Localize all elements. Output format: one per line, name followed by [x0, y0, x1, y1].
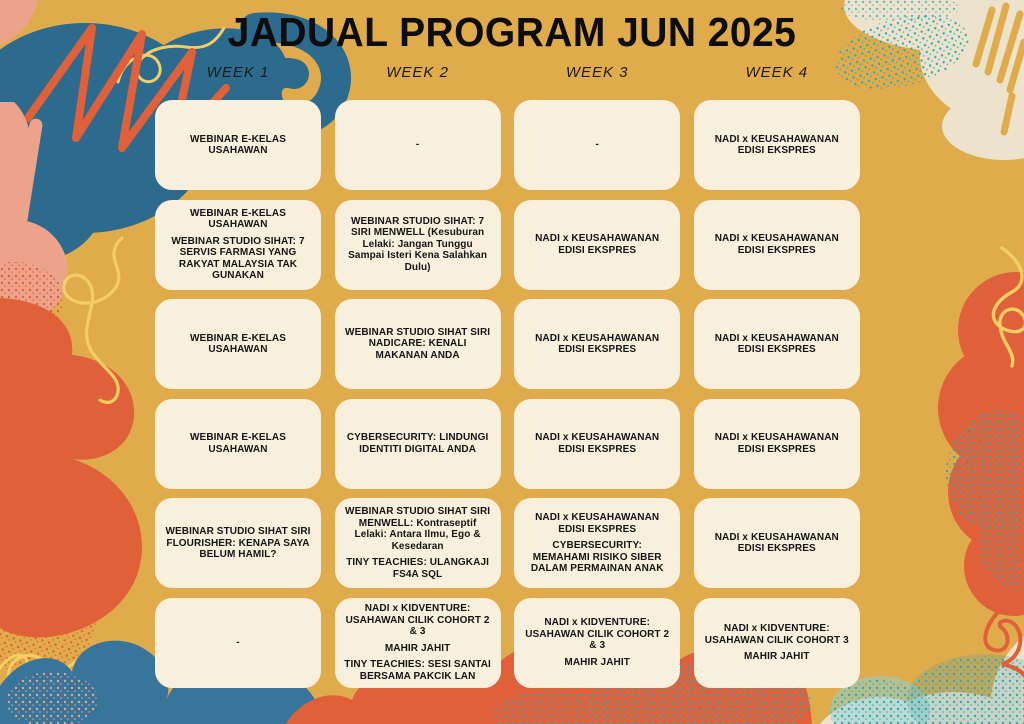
schedule-card-week3-row4: [514, 399, 680, 489]
event-title: WEBINAR STUDIO SIHAT SIRI MENWELL: Kontraseptif Lelaki: Antara Ilmu, Ego & Kesedaran: [345, 506, 491, 552]
week-2-header: WEEK 2: [386, 64, 449, 81]
event-title: NADI x KEUSAHAWANAN EDISI EKSPRES: [714, 531, 839, 555]
event-title: WEBINAR STUDIO SIHAT: 7 SERVIS FARMASI YANG RAKYAT MALAYSIA TAK GUNAKAN: [171, 235, 305, 282]
schedule-card-week3-row2: [514, 200, 680, 290]
event-title: NADI x KIDVENTURE: USAHAWAN CILIK COHORT 2 & 3: [525, 617, 670, 652]
event-title: WEBINAR STUDIO SIHAT: 7 SIRI MENWELL (Kesuburan Lelaki: Jangan Tunggu Sampai Isteri Kena Salahkan Dulu): [348, 215, 488, 273]
schedule-card-week4-row4: [694, 399, 860, 489]
week-3-header: WEEK 3: [565, 64, 629, 81]
page-title: JADUAL PROGRAM JUN 2025: [227, 9, 797, 55]
event-title: MAHIR JAHIT: [564, 656, 630, 668]
schedule-card-week4-row3: [694, 299, 860, 389]
event-title: NADI x KEUSAHAWANAN EDISI EKSPRES: [714, 332, 839, 356]
event-title: NADI x KEUSAHAWANAN EDISI EKSPRES: [714, 133, 839, 156]
schedule-card-week1-row1: [155, 100, 321, 190]
schedule-card-week1-row5: [155, 498, 321, 588]
week-4-header: WEEK 4: [745, 64, 809, 81]
schedule-card-week2-row1: [335, 100, 501, 190]
schedule-card-week3-row6: [514, 598, 680, 688]
event-title: CYBERSECURITY: MEMAHAMI RISIKO SIBER DALAM PERMAINAN ANAK: [530, 540, 664, 575]
schedule-card-week3-row5: [514, 498, 680, 588]
event-title: WEBINAR E-KELAS USAHAWAN: [190, 432, 286, 455]
event-title: WEBINAR E-KELAS USAHAWAN: [190, 332, 286, 356]
schedule-card-week2-row2: [335, 200, 501, 290]
week-1-header: WEEK 1: [206, 64, 270, 81]
schedule-card-week4-row1: [694, 100, 860, 190]
event-title: NADI x KEUSAHAWANAN EDISI EKSPRES: [535, 432, 660, 455]
event-title: NADI x KEUSAHAWANAN EDISI EKSPRES: [535, 512, 660, 535]
event-title: WEBINAR E-KELAS USAHAWAN: [190, 133, 286, 156]
event-title: NADI x KEUSAHAWANAN EDISI EKSPRES: [714, 432, 839, 455]
schedule-card-week2-row6: [335, 598, 501, 688]
event-title: NADI x KIDVENTURE: USAHAWAN CILIK COHORT 3: [704, 623, 849, 646]
schedule-card-week4-row5: [694, 498, 860, 588]
event-title: TINY TEACHIES: SESI SANTAI BERSAMA PAKCIK LAN: [344, 659, 491, 682]
schedule-card-week4-row2: [694, 200, 860, 290]
schedule-card-week2-row4: [335, 399, 501, 489]
schedule-card-week3-row1: [514, 100, 680, 190]
schedule-card-week1-row4: [155, 399, 321, 489]
event-title: NADI x KEUSAHAWANAN EDISI EKSPRES: [535, 233, 660, 256]
schedule-card-week1-row3: [155, 299, 321, 389]
event-title: MAHIR JAHIT: [744, 651, 810, 663]
week-header-row: [155, 64, 860, 81]
schedule-card-week1-row6: [155, 598, 321, 688]
event-title: WEBINAR STUDIO SIHAT SIRI NADICARE: KENALI MAKANAN ANDA: [345, 326, 491, 361]
event-title: NADI x KEUSAHAWANAN EDISI EKSPRES: [535, 332, 660, 356]
schedule-card-week3-row3: [514, 299, 680, 389]
event-title: NADI x KEUSAHAWANAN EDISI EKSPRES: [714, 233, 839, 256]
schedule-card-week1-row2: [155, 200, 321, 290]
empty-slot-dash: -: [595, 139, 599, 151]
event-title: CYBERSECURITY: LINDUNGI IDENTITI DIGITAL ANDA: [346, 432, 489, 455]
empty-slot-dash: -: [236, 637, 240, 649]
empty-slot-dash: -: [415, 139, 420, 151]
event-title: WEBINAR STUDIO SIHAT SIRI FLOURISHER: KENAPA SAYA BELUM HAMIL?: [165, 526, 311, 561]
event-title: MAHIR JAHIT: [384, 642, 451, 654]
event-title: TINY TEACHIES: ULANGKAJI FS4A SQL: [346, 557, 489, 580]
event-title: NADI x KIDVENTURE: USAHAWAN CILIK COHORT 2 & 3: [345, 603, 490, 638]
schedule-card-week4-row6: [694, 598, 860, 688]
event-title: WEBINAR E-KELAS USAHAWAN: [190, 207, 286, 231]
schedule-card-week2-row5: [335, 498, 501, 588]
schedule-card-week2-row3: [335, 299, 501, 389]
schedule-grid: [155, 100, 860, 688]
